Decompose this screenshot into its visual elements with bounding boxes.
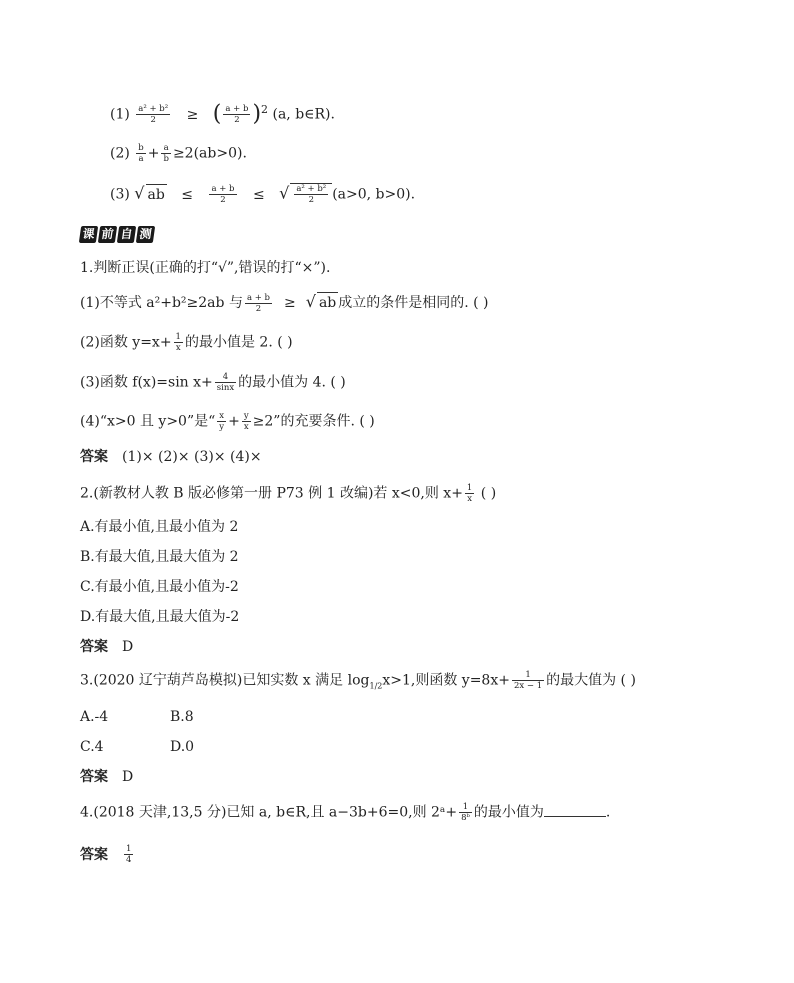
q2-option-b: B.有最大值,且最大值为 2 (80, 549, 239, 565)
q1-item-4: (4)“x>0 且 y>0”是“ $\frac{x}{y}$ + $\frac{y}{x}$ ≥2”的充要条件. ( ) (80, 411, 375, 432)
q3-stem: 3.(2020 辽宁葫芦岛模拟)已知实数 x 满足 $\log_{1/2}x>1$,则函数 y=8x+ $\frac{1}{2x - 1}$ 的最大值为 ( ) (80, 670, 636, 691)
fraction: $\frac{a + b}{2}$ (225, 104, 249, 126)
q2-option-d: D.有最大值,且最大值为-2 (80, 609, 240, 625)
q3-option-a: A.-4 (80, 709, 109, 725)
answer-blank (544, 804, 606, 817)
formula-2: (2) $\frac{b}{a}$ + $\frac{a}{b}$ ≥2(ab>0). (110, 143, 247, 164)
q1-answer: 答案 (1)× (2)× (3)× (4)× (80, 449, 262, 465)
q3-option-d: D.0 (170, 739, 195, 755)
q3-option-c: C.4 (80, 739, 104, 755)
q2-option-a: A.有最小值,且最小值为 2 (80, 519, 239, 535)
formula-1: (1) $\frac{\text{a² + b²}}{2}$ ≥ ( $\frac{a + b}{2}$ )$^2$ (a, b∈R). (110, 101, 335, 127)
q1-stem: 1.判断正误(正确的打“√”,错误的打“×”). (80, 260, 331, 276)
q2-answer: 答案 D (80, 639, 134, 655)
q1-item-1: (1)不等式 a²+b²≥2ab 与 $\frac{a + b}{2}$ ≥ √ ab 成立的条件是相同的. ( ) (80, 292, 489, 314)
q4-answer: 答案 $\frac{1}{4}$ (80, 844, 132, 865)
q1-item-3: (3)函数 f(x)=sin x+ $\frac{4}{\sin x}$ 的最小值为 4. ( ) (80, 372, 346, 393)
q2-option-c: C.有最小值,且最小值为-2 (80, 579, 239, 595)
q3-answer: 答案 D (80, 769, 134, 785)
q2-stem: 2.(新教材人教 B 版必修第一册 P73 例 1 改编)若 x<0,则 x+ $\frac{1}{x}$ ( ) (80, 483, 497, 504)
fraction: $\frac{\text{a² + b²}}{2}$ (138, 104, 169, 126)
section-badge: 课 前 自 测 (80, 226, 154, 243)
q1-item-2: (2)函数 y=x+ $\frac{1}{x}$ 的最小值是 2. ( ) (80, 332, 293, 353)
q4-stem: 4.(2018 天津,13,5 分)已知 a, b∈R,且 a−3b+6=0,则 2ᵃ+ $\frac{1}{\text{8ᵇ}}$ 的最小值为 . (80, 802, 611, 823)
formula-3: (3) √ ab ≤ $\frac{a + b}{2}$ ≤ √ $\frac{\text{a² + b²}}{2}$ (a>0, b>0). (110, 183, 416, 205)
q3-option-b: B.8 (170, 709, 194, 725)
